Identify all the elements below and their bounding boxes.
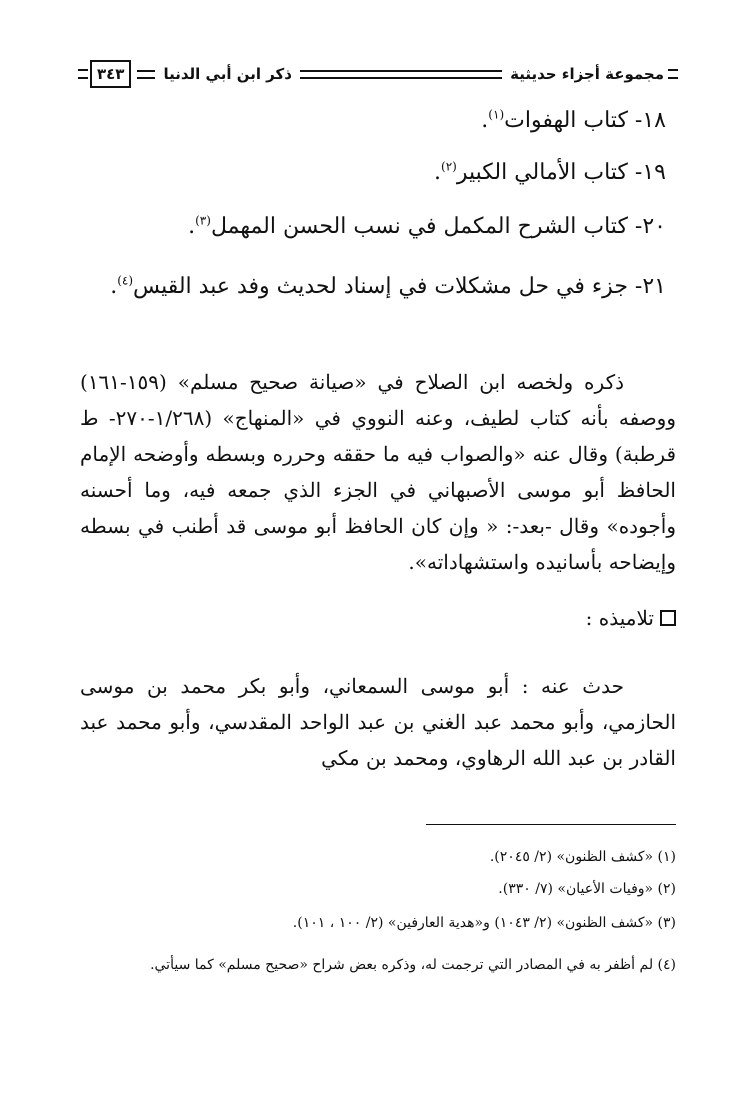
list-item-21: [80, 268, 676, 306]
section-heading: [586, 606, 676, 630]
section-title: تلاميذه :: [585, 606, 654, 630]
item-text: كتاب الأمالي الكبير: [456, 160, 628, 185]
footnote-ref: (٤): [117, 273, 134, 288]
list-item-20: [188, 214, 666, 239]
item-end: .: [188, 214, 196, 239]
footnote-ref: (٣): [195, 213, 211, 228]
item-number: ٢٠-: [634, 214, 666, 239]
item-end: .: [481, 108, 489, 133]
list-item-18: [481, 108, 666, 133]
header-ornament-end: [78, 69, 88, 79]
chapter-title: ذكر ابن أبي الدنيا: [163, 65, 292, 83]
item-text: جزء في حل مشكلات في إسناد لحديث وفد عبد القيس: [133, 274, 628, 299]
footnote-1: (١) «كشف الظنون» (٢/ ٢٠٤٥).: [489, 849, 676, 865]
running-header: [78, 58, 678, 90]
header-rule-short: [137, 70, 155, 79]
square-bullet-icon: [660, 610, 676, 626]
footnote-2: (٢) «وفيات الأعيان» (٧/ ٣٣٠).: [498, 881, 676, 897]
item-number: ١٩-: [634, 160, 666, 185]
footnote-ref: (٢): [441, 159, 457, 174]
footnote-separator: [426, 824, 676, 825]
item-end: .: [110, 274, 118, 299]
item-text: كتاب الشرح المكمل في نسب الحسن المهمل: [210, 214, 628, 239]
item-end: .: [434, 160, 441, 185]
item-number: ١٨-: [634, 108, 666, 133]
page-number: ٣٤٣: [90, 60, 131, 88]
description-paragraph: ذكره ولخصه ابن الصلاح في «صيانة صحيح مسلم» (١٥٩-١٦١) ووصفه بأنه كتاب لطيف، وعنه النووي في «المنهاج» (١/٢٦٨-٢٧٠- ط قرطبة) وقال عنه «والصواب فيه ما حققه وحرره وبسطه وأوضحه الإمام الحافظ أبو موسى الأصبهاني في الجزء الذي جمعه فيه، وما أحسنه وأجوده» وقال -بعد-: « وإن كان الحافظ أبو موسى قد أطنب في بسطه وإيضاحه بأسانيده واستشهاداته».: [80, 370, 676, 574]
footnote-ref: (١): [488, 107, 505, 122]
header-ornament: [668, 69, 678, 79]
footnote-3: (٣) «كشف الظنون» (٢/ ١٠٤٣) و«هدية العارفين» (٢/ ١٠٠ ، ١٠١).: [292, 915, 676, 931]
header-rule: [300, 70, 502, 79]
students-paragraph: حدث عنه : أبو موسى السمعاني، وأبو بكر محمد بن موسى الحازمي، وأبو محمد عبد الغني بن عبد الواحد المقدسي، وأبو محمد عبد القادر بن عبد الله الرهاوي، ومحمد بن مكي: [80, 674, 676, 770]
item-number: ٢١-: [634, 274, 666, 299]
item-text: كتاب الهفوات: [504, 108, 628, 133]
footnote-4: (٤) لم أظفر به في المصادر التي ترجمت له، وذكره بعض شراح «صحيح مسلم» كما سيأتي.: [150, 957, 676, 973]
list-item-19: [434, 160, 666, 185]
book-title: مجموعة أجزاء حديثية: [510, 65, 664, 83]
